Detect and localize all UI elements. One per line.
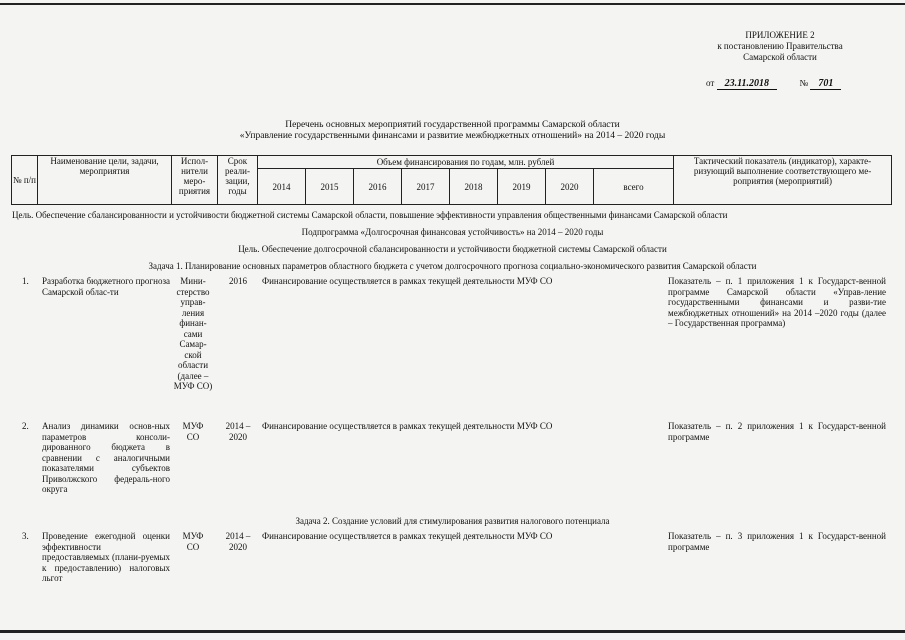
subprogram-title: Подпрограмма «Долгосрочная финансовая устойчивость» на 2014 – 2020 годы bbox=[301, 227, 604, 237]
order-number: 701 bbox=[810, 78, 841, 90]
row-1-num: 1. bbox=[22, 276, 29, 286]
appendix-title: ПРИЛОЖЕНИЕ 2 bbox=[745, 30, 815, 40]
subprogram-goal: Цель. Обеспечение долгосрочной сбалансированности и устойчивости бюджетной системы Самарской области bbox=[238, 244, 667, 254]
header-indicator: Тактический показатель (индикатор), характе-ризующий выполнение соответствующего ме-роприятия (мероприятий) bbox=[674, 156, 892, 205]
row-3-indicator: Показатель – п. 3 приложения 1 к Государст-венной программе bbox=[668, 531, 886, 552]
task-1: Задача 1. Планирование основных параметров областного бюджета с учетом долгосрочного прогноза социально-экономического развития Самарской области bbox=[148, 261, 757, 271]
header-year: 2018 bbox=[450, 169, 498, 205]
row-3-term: 2014 – 2020 bbox=[225, 531, 251, 552]
row-1-executor: Мини-стерство управ-ления финан-сами Самар-ской области (далее – МУФ СО) bbox=[173, 276, 213, 391]
header-year: 2020 bbox=[546, 169, 594, 205]
row-1-name: Разработка бюджетного прогноза Самарской облас-ти bbox=[42, 276, 170, 297]
appendix-line-2: к постановлению Правительства bbox=[717, 41, 843, 51]
row-2-term: 2014 – 2020 bbox=[225, 421, 251, 442]
row-1-term: 2016 bbox=[229, 276, 247, 286]
from-label: от bbox=[706, 78, 715, 88]
header-total: всего bbox=[594, 169, 674, 205]
task-2: Задача 2. Создание условий для стимулирования развития налогового потенциала bbox=[295, 516, 610, 526]
row-2-name: Анализ динамики основ-ных параметров консоли-дированного бюджета в сравнении с аналогичными показателями субъектов Приволжского федераль-ного округа bbox=[42, 421, 170, 494]
row-3-executor: МУФ СО bbox=[182, 531, 204, 552]
top-border bbox=[0, 3, 905, 5]
title-line-2: «Управление государственными финансами и развитие межбюджетных отношений» на 2014 – 2020 годы bbox=[239, 131, 666, 141]
row-2-executor: МУФ СО bbox=[182, 421, 204, 442]
header-year: 2015 bbox=[306, 169, 354, 205]
header-executor: Испол-нители меро-приятия bbox=[172, 156, 218, 205]
row-3-name: Проведение ежегодной оценки эффективности предоставляемых (плани-руемых к предоставлению) налоговых льгот bbox=[42, 531, 170, 583]
header-funding: Объем финансирования по годам, млн. рублей bbox=[258, 156, 674, 169]
order-line bbox=[706, 78, 905, 91]
order-date: 23.11.2018 bbox=[717, 78, 777, 90]
title-line-1: Перечень основных мероприятий государственной программы Самарской области bbox=[285, 120, 620, 130]
number-label: № bbox=[799, 78, 809, 88]
header-year: 2016 bbox=[354, 169, 402, 205]
row-2-indicator: Показатель – п. 2 приложения 1 к Государст-венной программе bbox=[668, 421, 886, 442]
row-3-funding: Финансирование осуществляется в рамках текущей деятельности МУФ СО bbox=[262, 531, 553, 541]
row-2-funding: Финансирование осуществляется в рамках текущей деятельности МУФ СО bbox=[262, 421, 553, 431]
row-3-num: 3. bbox=[22, 531, 29, 541]
header-name: Наименование цели, задачи, мероприятия bbox=[38, 156, 172, 205]
row-1-funding: Финансирование осуществляется в рамках текущей деятельности МУФ СО bbox=[262, 276, 553, 286]
appendix-line-3: Самарской области bbox=[743, 52, 817, 62]
header-year: 2017 bbox=[402, 169, 450, 205]
header-year: 2014 bbox=[258, 169, 306, 205]
program-goal: Цель. Обеспечение сбалансированности и устойчивости бюджетной системы Самарской области, повышение эффективности управления общественными финансами Самарской области bbox=[12, 210, 728, 220]
row-2-num: 2. bbox=[22, 421, 29, 431]
document-title bbox=[0, 120, 905, 142]
header-term: Срок реали-зации, годы bbox=[218, 156, 258, 205]
table-header bbox=[11, 155, 892, 205]
appendix-block bbox=[680, 30, 880, 63]
row-1-indicator: Показатель – п. 1 приложения 1 к Государст-венной программе Самарской области «Управ-ление государственными финансами и разви-тие межбюджетных отношений» на 2014 –2020 годы (далее – Государственная программа) bbox=[668, 276, 886, 328]
header-num: № п/п bbox=[12, 156, 38, 205]
header-year: 2019 bbox=[498, 169, 546, 205]
bottom-border bbox=[0, 630, 905, 633]
